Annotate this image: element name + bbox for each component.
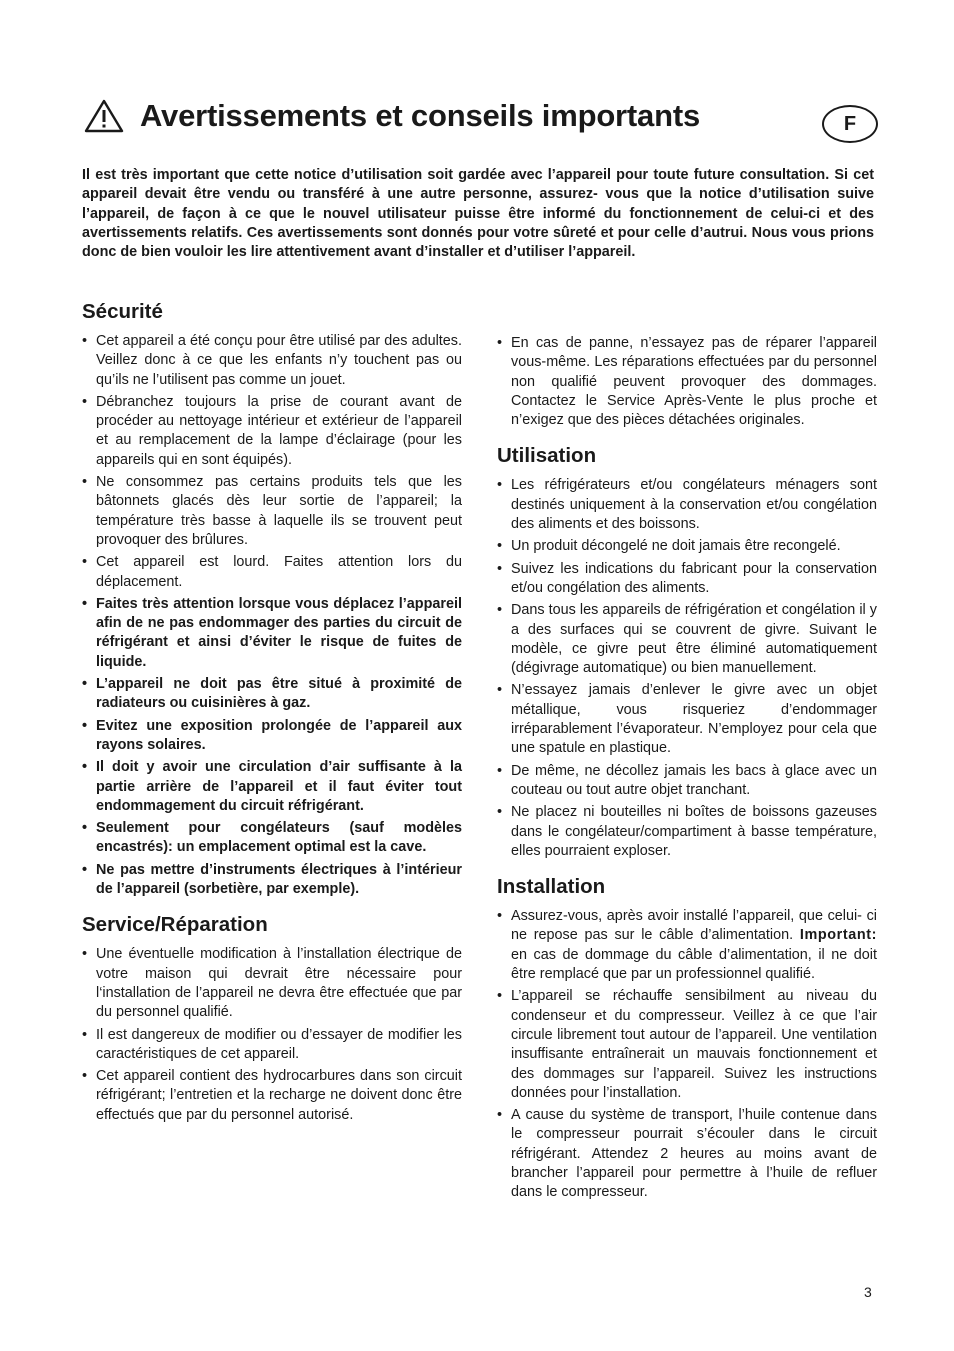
list-item: • De même, ne décollez jamais les bacs à glace avec un couteau ou tout autre objet tranchant. (497, 762, 877, 801)
list-item: • Faites très attention lorsque vous déplacez l’appareil afin de ne pas endommager des parties du circuit de réfrigérant et ainsi d’éviter le risque de fuites de liquide. (82, 595, 462, 672)
warning-triangle-icon (84, 99, 124, 133)
securite-list (82, 332, 462, 899)
list-item: • Une éventuelle modification à l’installation électrique de votre maison qui devrait être nécessaire pour l‘installation de l’appareil ne devra être effectuée que par du personnel qualifié. (82, 945, 462, 1022)
list-item: • Cet appareil est lourd. Faites attention lors du déplacement. (82, 553, 462, 592)
right-column (497, 334, 877, 1217)
list-item: • Débranchez toujours la prise de courant avant de procéder au nettoyage intérieur et extérieur de l’appareil et au remplacement de la lampe d’éclairage (pour les appareils qui en sont équipés). (82, 393, 462, 470)
list-item: • Il doit y avoir une circulation d’air suffisante à la partie arrière de l’appareil et il faut éviter tout endommagement du circuit réfrigérant. (82, 758, 462, 816)
section-heading-installation: Installation (497, 875, 606, 899)
list-item: • Evitez une exposition prolongée de l’appareil aux rayons solaires. (82, 717, 462, 756)
list-item: • En cas de panne, n’essayez pas de réparer l’appareil vous-même. Les réparations effectuées par du personnel non qualifié peuvent provoquer des dommages. Contactez le Service Après-Vente le plus proche et n’exigez que des pièces détachées originales. (497, 334, 877, 430)
page-header (84, 96, 880, 146)
list-item: • Il est dangereux de modifier ou d’essayer de modifier les caractéristiques de cet appareil. (82, 1026, 462, 1065)
list-item: • Les réfrigérateurs et/ou congélateurs ménagers sont destinés uniquement à la conservation et/ou congélation des aliments et des boissons. (497, 476, 877, 534)
list-item: • L’appareil se réchauffe sensibilment au niveau du condenseur et du compresseur. Veillez à ce que l’air circule librement tout autour de l’appareil. Une ventilation insuffisante entraînerait un mauvais fonctionnement et des dommages sur l’appareil. Suivez les instructions données pour l’installation. (497, 987, 877, 1103)
installation-item-rest: en cas de dommage du câble d’alimentation, il ne doit être remplacé que par un professionnel qualifié. (511, 946, 877, 983)
list-item: • Cet appareil a été conçu pour être utilisé par des adultes. Veillez donc à ce que les enfants n’y touchent pas ou qu’ils ne l’utilisent pas comme un jouet. (82, 332, 462, 390)
installation-item-text: Assurez-vous, après avoir installé l’appareil, que celui- ci ne repose pas sur le câble d’alimentation. (511, 908, 877, 944)
list-item: • Un produit décongelé ne doit jamais être recongelé. (497, 537, 877, 556)
important-label: Important: (799, 927, 877, 944)
list-item: • Ne placez ni bouteilles ni boîtes de boissons gazeuses dans le congélateur/compartiment à basse température, elles pourraient exploser. (497, 803, 877, 861)
section-heading-service: Service/Réparation (82, 913, 268, 937)
list-item: • Cet appareil contient des hydrocarbures dans son circuit réfrigérant; l’entretien et la recharge ne doivent donc être effectués que par du personnel autorisé. (82, 1067, 462, 1125)
service-list (82, 945, 462, 1125)
list-item: • Seulement pour congélateurs (sauf modèles encastrés): un emplacement optimal est la cave. (82, 819, 462, 858)
section-heading-utilisation: Utilisation (497, 444, 597, 468)
service-list-continued (497, 334, 877, 430)
list-item: • N’essayez jamais d’enlever le givre avec un objet métallique, vous risqueriez d’endommager irréparablement l’évaporateur. N’employez pour cela que une spatule en plastique. (497, 681, 877, 758)
list-item: • Suivez les indications du fabricant pour la conservation et/ou congélation des aliments. (497, 560, 877, 599)
installation-list (497, 907, 877, 1202)
page-number: 3 (864, 1284, 872, 1300)
utilisation-list (497, 476, 877, 861)
section-heading-securite: Sécurité (82, 300, 163, 323)
left-column (82, 300, 462, 1139)
list-item: • Ne consommez pas certains produits tels que les bâtonnets glacés dès leur sortie de l’appareil; la température très basse à laquelle ils se trouvent peut provoquer des brûlures. (82, 473, 462, 550)
list-item (497, 907, 877, 984)
list-item: • L’appareil ne doit pas être situé à proximité de radiateurs ou cuisinières à gaz. (82, 675, 462, 714)
list-item: • A cause du système de transport, l’huile contenue dans le compresseur pourrait s’écouler dans le circuit réfrigérant. Attendez 2 heures au moins avant de brancher l’appareil pour permettre à l’huile de refluer dans le compresseur. (497, 1106, 877, 1202)
list-item: • Dans tous les appareils de réfrigération et congélation il y a des surfaces qui se couvrent de givre. Suivant le modèle, ce givre peut être éliminé automatiquement (dégivrage automatique) ou bien manuellement. (497, 601, 877, 678)
list-item: • Ne pas mettre d’instruments électriques à l’intérieur de l’appareil (sorbetière, par exemple). (82, 861, 462, 900)
language-badge: F (822, 105, 878, 143)
page-title: Avertissements et conseils importants (140, 98, 700, 133)
intro-paragraph: Il est très important que cette notice d’utilisation soit gardée avec l’appareil pour toute future consultation. Si cet appareil devait être vendu ou transféré à une autre personne, assurez- vous que la notice d’utilisation suive l’appareil, de façon à ce que le nouvel utilisateur puisse être informé du fonctionnement de celui-ci et des avertissements relatifs. Ces avertissements sont donnés pour votre sûreté et pour celle d’autrui. Nous vous prions donc de bien vouloir les lire attentivement avant d’installer et d’utiliser l’appareil. (82, 167, 874, 261)
